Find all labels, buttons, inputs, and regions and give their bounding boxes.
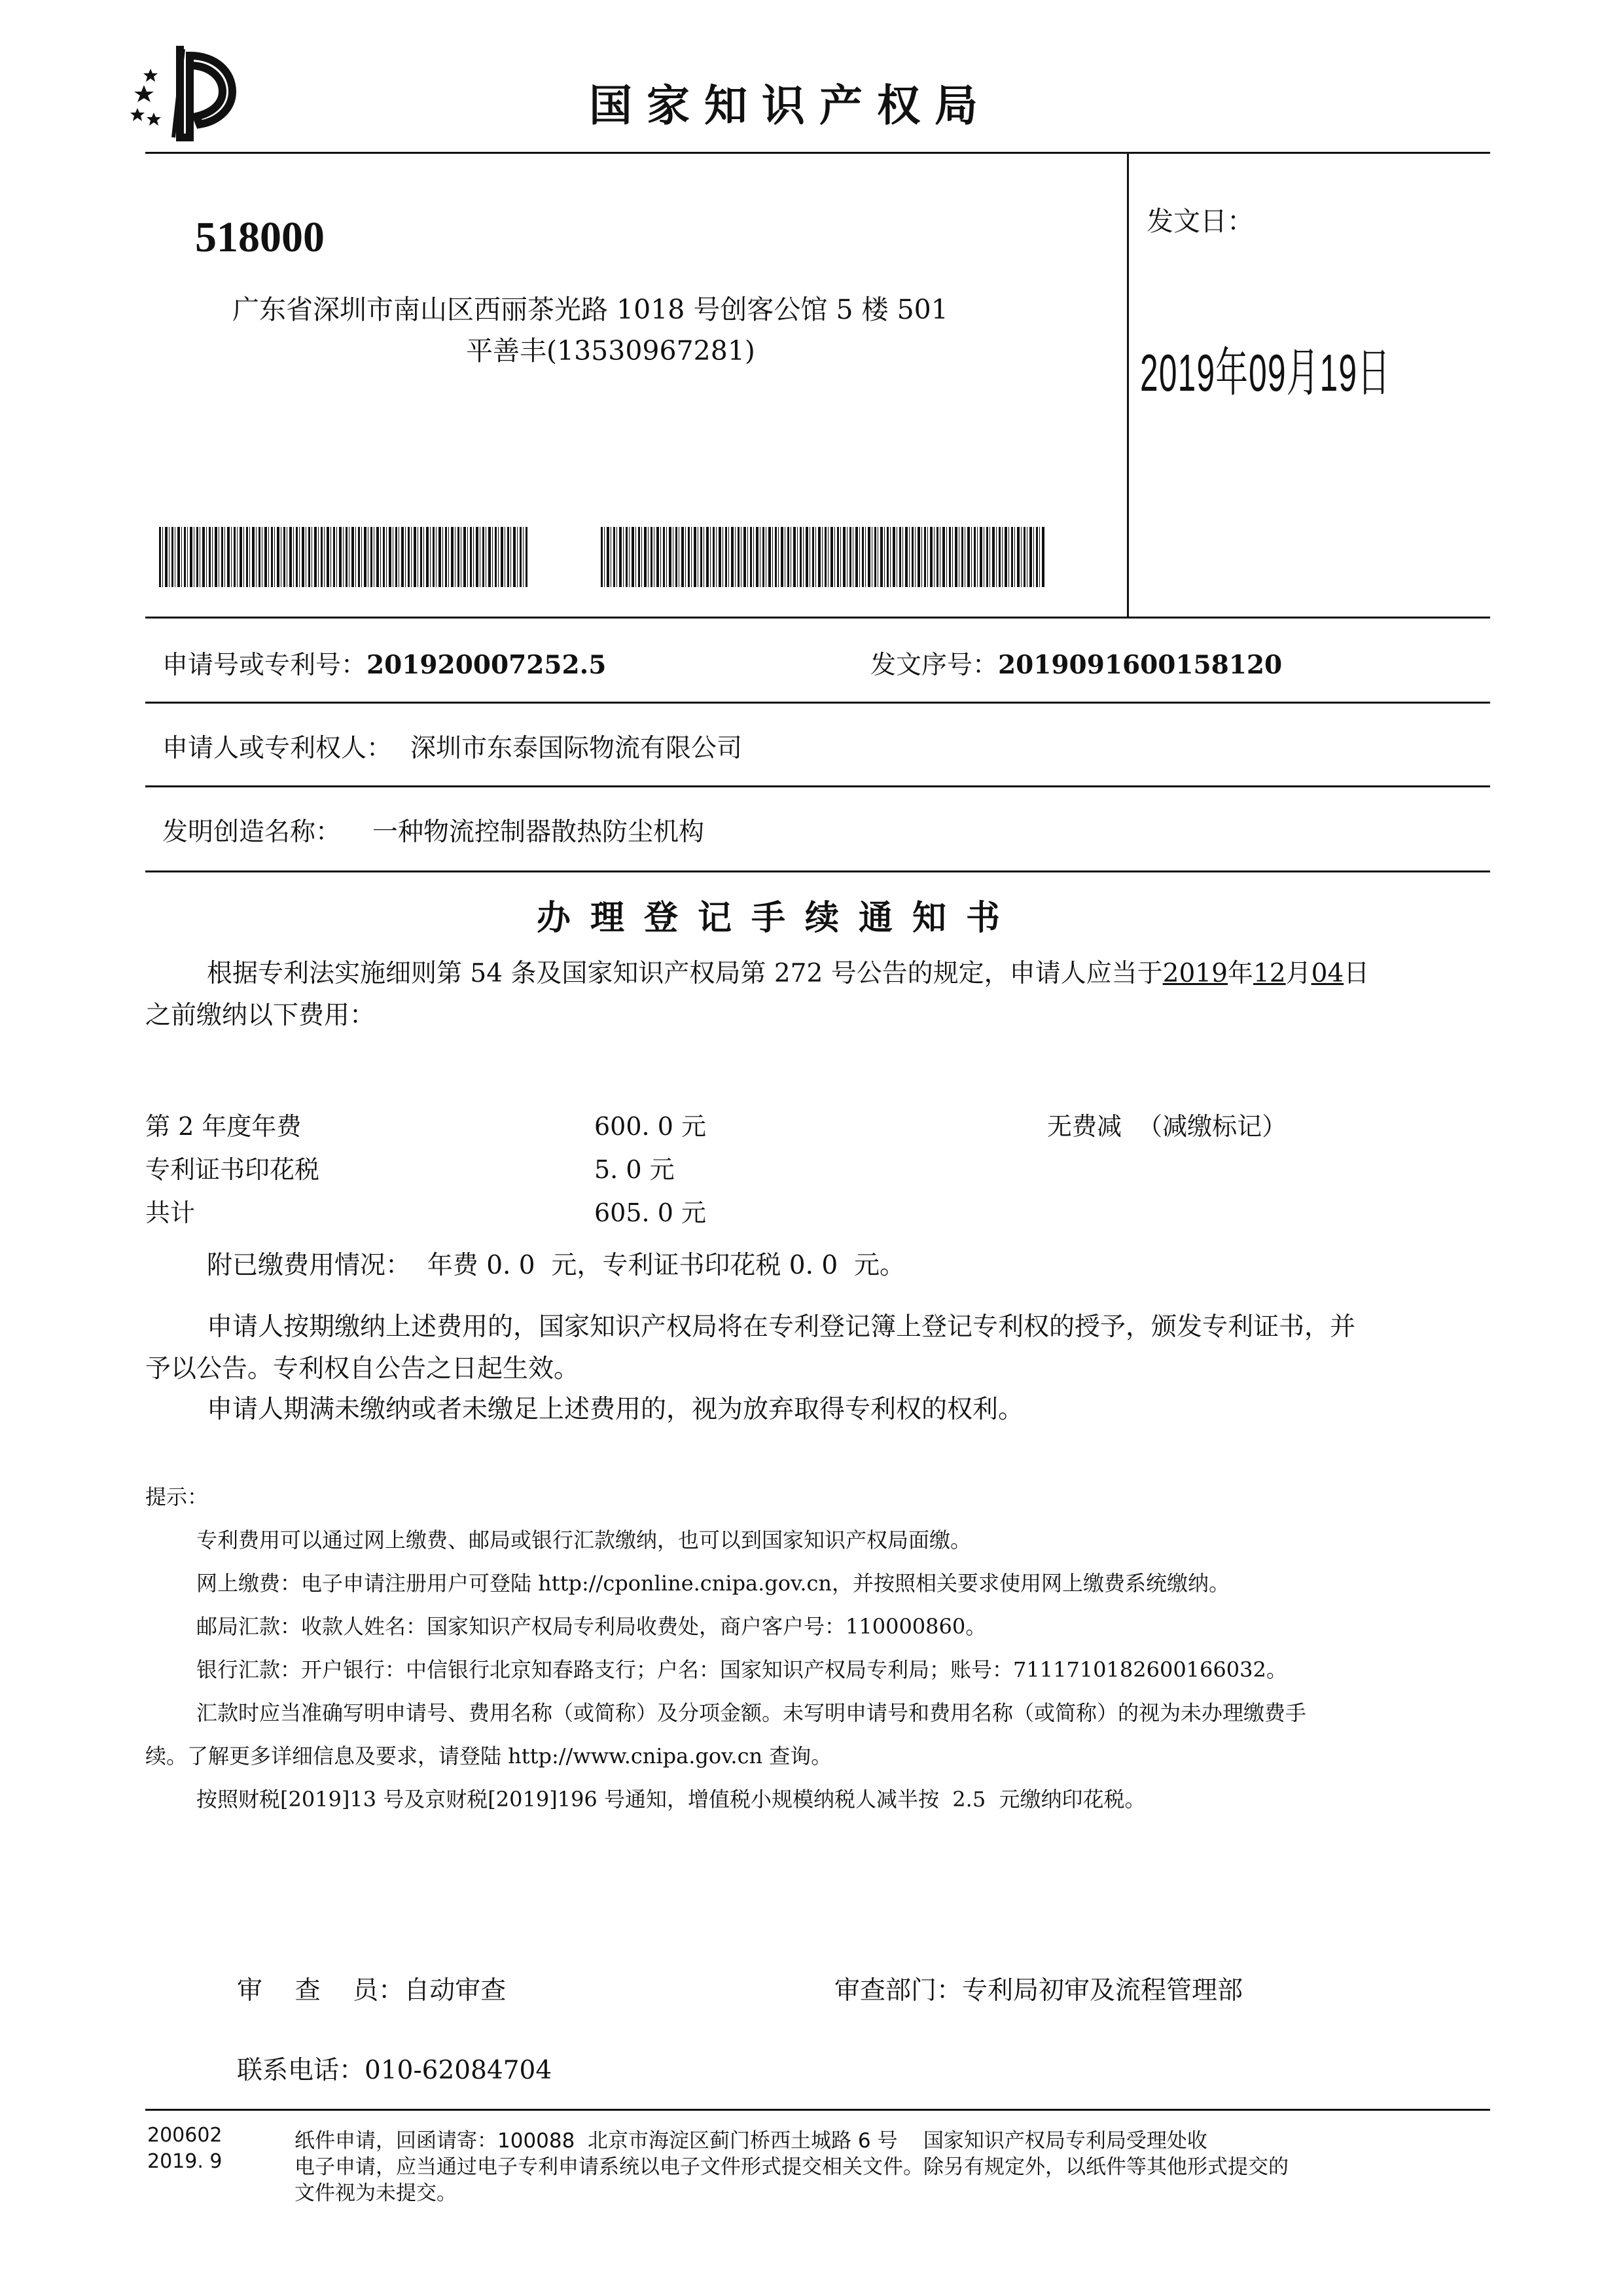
- applicant-label: 申请人或专利权人：: [162, 734, 393, 763]
- deadline-day: 04: [1311, 959, 1344, 988]
- para1-line1: 申请人按期缴纳上述费用的，国家知识产权局将在专利登记簿上登记专利权的授予，颁发专利证书，并: [207, 1312, 1356, 1342]
- deadline-month: 12: [1253, 959, 1286, 988]
- phone-value: 010-62084704: [365, 2056, 552, 2085]
- rule-2: [145, 785, 1490, 787]
- tip-item: 专利费用可以通过网上缴费、邮局或银行汇款缴纳，也可以到国家知识产权局面缴。: [196, 1528, 972, 1552]
- footer-line-1: 纸件申请，回函请寄：100088 北京市海淀区蓟门桥西土城路 6 号 国家知识产权局专利局受理处收: [294, 2129, 1207, 2153]
- tip-item: 邮局汇款：收款人姓名：国家知识产权局专利局收费处，商户客户号：110000860。: [196, 1614, 987, 1639]
- year-char: 年: [1227, 959, 1253, 988]
- applicant-row: [162, 728, 742, 764]
- month-char: 月: [1285, 959, 1311, 988]
- tip-item: 汇款时应当准确写明申请号、费用名称（或简称）及分项金额。未写明申请号和费用名称（或简称）的视为未办理缴费手: [196, 1700, 1307, 1725]
- examiner-label: 审 查 员：: [237, 1976, 404, 2005]
- fee-row: [145, 1193, 195, 1229]
- cnipa-logo: [118, 39, 249, 144]
- tip-item: 网上缴费：电子申请注册用户可登陆 http://cponline.cnipa.gov.cn，并按照相关要求使用网上缴费系统缴纳。: [196, 1571, 1230, 1596]
- tip-item: 续。了解更多详细信息及要求，请登陆 http://www.cnipa.gov.cn 查询。: [145, 1744, 832, 1768]
- footer-line-2: 电子申请，应当通过电子专利申请系统以电子文件形式提交相关文件。除另有规定外，以纸件等其他形式提交的: [294, 2155, 1289, 2179]
- paid-status: 附已缴费用情况： 年费 0. 0 元，专利证书印花税 0. 0 元。: [207, 1251, 906, 1280]
- serial-number-row: [870, 645, 1282, 681]
- fee-amount: 5. 0 元: [594, 1155, 675, 1184]
- serial-number-value: 2019091600158120: [998, 650, 1283, 680]
- day-char: 日: [1344, 959, 1370, 988]
- office-title: 国家知识产权局: [589, 81, 992, 131]
- fee-name: 共计: [145, 1198, 196, 1227]
- rule-3: [145, 870, 1490, 872]
- para1-line2: 予以公告。专利权自公告之日起生效。: [145, 1354, 580, 1384]
- tip-item: 银行汇款：开户银行：中信银行北京知春路支行；户名：国家知识产权局专利局；账号：7111710182600166032。: [196, 1657, 1287, 1682]
- notice-intro: [145, 953, 1493, 1037]
- form-code: 200602: [147, 2124, 223, 2147]
- invention-value: 一种物流控制器散热防尘机构: [372, 817, 705, 847]
- tip-item: 按照财税[2019]13 号及京财税[2019]196 号通知，增值税小规模纳税人减半按 2.5 元缴纳印花税。: [196, 1787, 1146, 1812]
- fee-name: 第 2 年度年费: [145, 1112, 302, 1141]
- intro-line2: 之前缴纳以下费用：: [145, 1001, 376, 1030]
- barcode-right: [601, 527, 1046, 587]
- phone-label: 联系电话：: [237, 2056, 365, 2085]
- fee-note: 无费减 （减缴标记）: [1047, 1112, 1287, 1141]
- examiner-row: [237, 1970, 506, 2007]
- notice-paragraph-2: 申请人期满未缴纳或者未缴足上述费用的，视为放弃取得专利权的权利。: [207, 1395, 1024, 1424]
- intro-text: 根据专利法实施细则第 54 条及国家知识产权局第 272 号公告的规定，申请人应当于: [207, 959, 1163, 988]
- issue-date-value: 2019年09月19日: [1140, 344, 1391, 402]
- form-date: 2019. 9: [147, 2150, 223, 2173]
- recipient-contact: 平善丰(13530967281): [466, 335, 755, 367]
- invention-label: 发明创造名称：: [162, 817, 342, 847]
- footer-line-3: 文件视为未提交。: [294, 2181, 457, 2205]
- header-top-rule: [145, 152, 1490, 154]
- deadline-year: 2019: [1162, 959, 1228, 988]
- department-row: [834, 1970, 1243, 2007]
- rule-1: [145, 702, 1490, 704]
- fee-row: [145, 1106, 301, 1142]
- header-bottom-rule: [145, 617, 1490, 619]
- issue-date-label: 发文日：: [1147, 206, 1254, 237]
- application-number-row: [162, 645, 606, 681]
- notice-paragraph-1: [145, 1306, 1493, 1390]
- header-vertical-divider: [1127, 152, 1129, 618]
- footer-rule: [145, 2109, 1490, 2111]
- fee-amount: 600. 0 元: [594, 1112, 706, 1141]
- application-number-label: 申请号或专利号：: [162, 651, 367, 680]
- tips-label: 提示：: [145, 1484, 209, 1509]
- fee-name: 专利证书印花税: [145, 1155, 320, 1184]
- recipient-address: 广东省深圳市南山区西丽茶光路 1018 号创客公馆 5 楼 501: [232, 294, 948, 325]
- notice-title: 办理登记手续通知书: [537, 899, 1020, 938]
- recipient-postcode: 518000: [195, 213, 325, 261]
- invention-row: [162, 812, 704, 848]
- department-label: 审查部门：: [834, 1976, 963, 2005]
- examiner-value: 自动审查: [404, 1976, 507, 2005]
- phone-row: [237, 2050, 552, 2087]
- applicant-value: 深圳市东泰国际物流有限公司: [410, 734, 743, 763]
- serial-number-label: 发文序号：: [870, 651, 999, 680]
- application-number-value: 201920007252.5: [366, 650, 607, 680]
- barcode-left: [159, 527, 527, 587]
- fee-amount: 605. 0 元: [594, 1198, 706, 1227]
- fee-row: [145, 1149, 319, 1185]
- department-value: 专利局初审及流程管理部: [962, 1976, 1243, 2005]
